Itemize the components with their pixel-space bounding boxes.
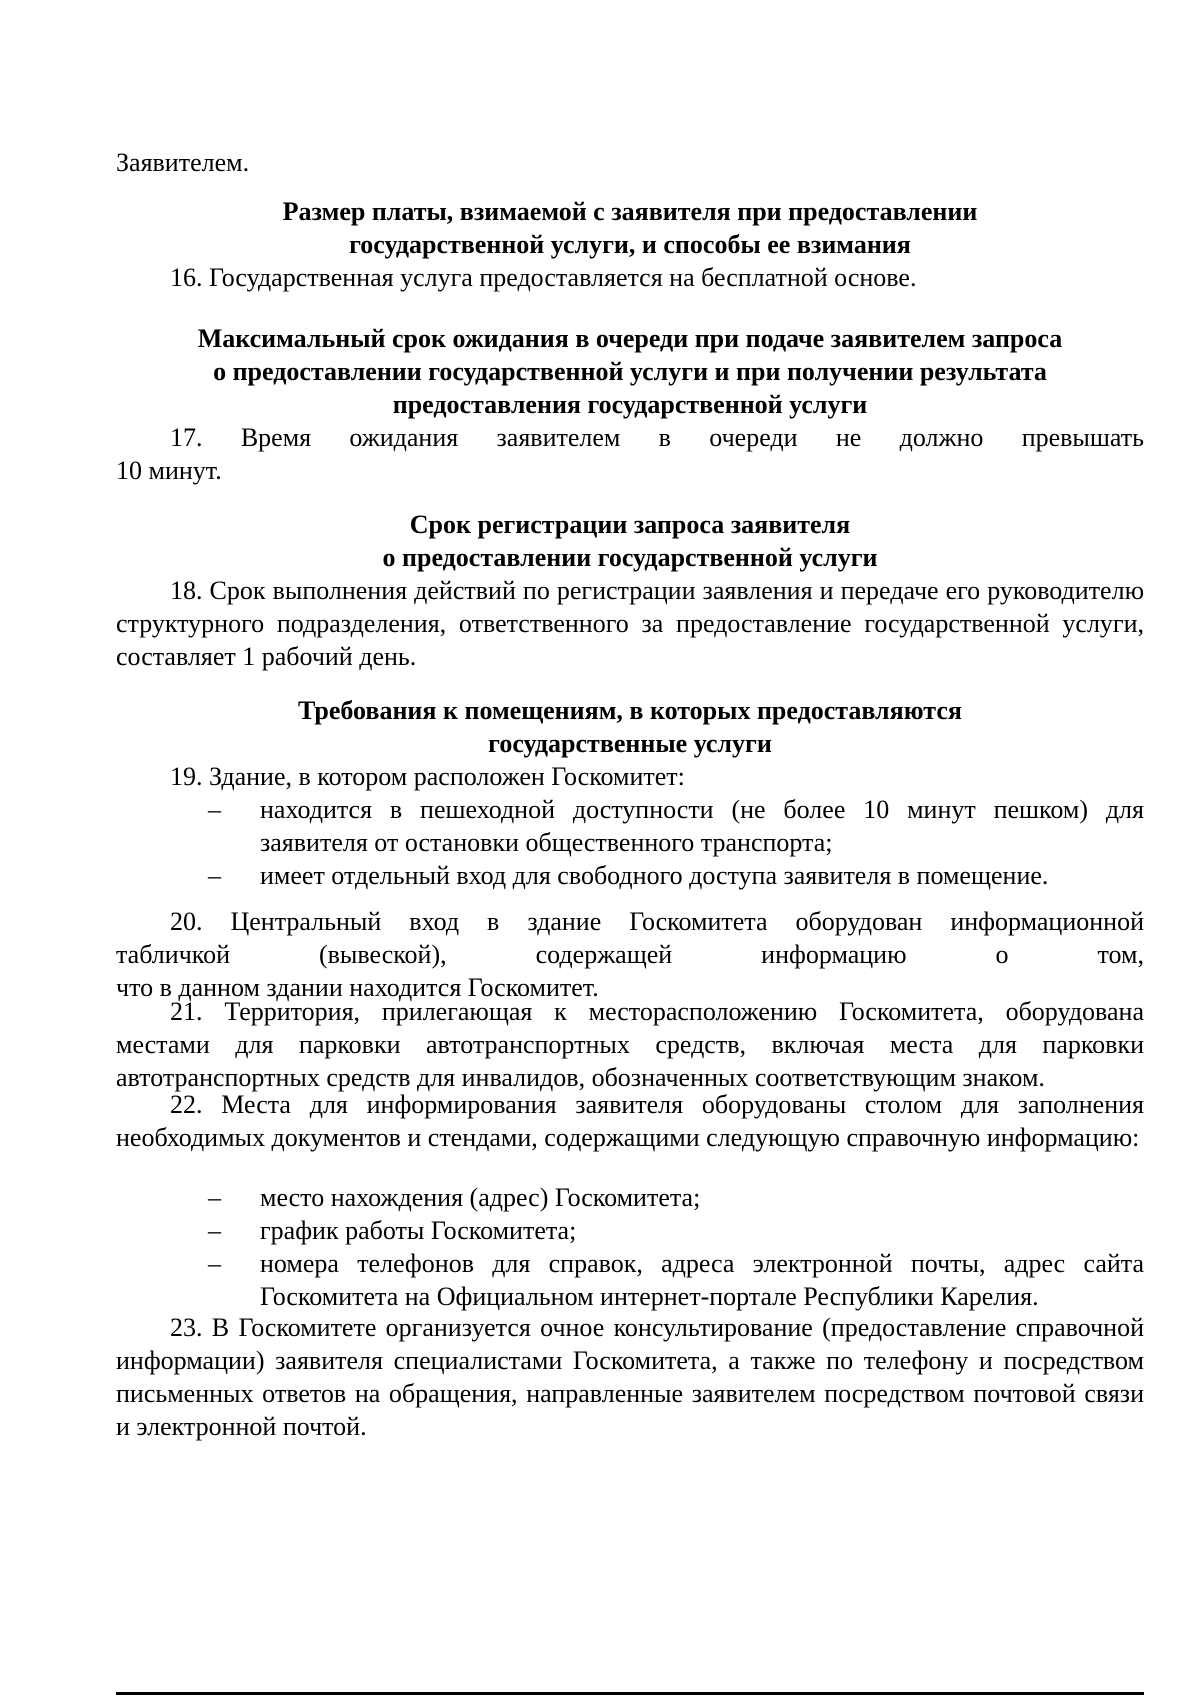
list-item: – график работы Госкомитета; (208, 1216, 577, 1245)
section-heading-registration: Срок регистрации запроса заявителя о предоставлении государственной услуги (382, 510, 878, 572)
footer-divider (116, 1692, 1144, 1695)
bullet-dash: – (208, 795, 221, 824)
section-heading-fee: Размер платы, взимаемой с заявителя при предоставлении государственной услуги, и способы ее взимания (282, 197, 978, 259)
paragraph-20: 20. Центральный вход в здание Госкомитета оборудован информационной табличкой (вывеской), содержащей информацию о том, что в данном здании находится Госкомитет. (116, 907, 1144, 1002)
paragraph-21: 21. Территория, прилегающая к месторасположению Госкомитета, оборудована местами для парковки автотранспортных средств, включая места для парковки автотранспортных средств для инвалидов, обозначенных соответствующим знаком. (116, 997, 1144, 1092)
section-heading-queue: Максимальный срок ожидания в очереди при подаче заявителем запроса о предоставлении государственной услуги и при получении результата предоставления государственной услуги (197, 324, 1063, 419)
list-item: – место нахождения (адрес) Госкомитета; (208, 1183, 701, 1212)
lead-text: Заявителем. (116, 148, 250, 177)
bullet-list-22 (116, 1181, 1144, 1313)
paragraph-17: 17. Время ожидания заявителем в очереди не должно превышать 10 минут. (116, 423, 1144, 485)
bullet-dash: – (208, 861, 221, 890)
paragraph-23: 23. В Госкомитете организуется очное консультирование (предоставление справочной информации) заявителя специалистами Госкомитета, а также по телефону и посредством письменных ответов на обращения, направленные заявителем посредством почтовой связи и электронной почтой. (116, 1313, 1144, 1441)
paragraph-18: 18. Срок выполнения действий по регистрации заявления и передаче его руководителю структурного подразделения, ответственного за предоставление государственной услуги, составляет 1 рабочий день. (116, 576, 1144, 671)
bullet-dash: – (208, 1249, 221, 1278)
list-item: – номера телефонов для справок, адреса электронной почты, адрес сайта Госкомитета на Официальном интернет-портале Республики Карелия. (208, 1249, 1144, 1311)
paragraph-19: 19. Здание, в котором расположен Госкомитет: (170, 762, 685, 791)
list-item: – имеет отдельный вход для свободного доступа заявителя в помещение. (208, 861, 1049, 890)
list-item: – находится в пешеходной доступности (не более 10 минут пешком) для заявителя от остановки общественного транспорта; (208, 795, 1144, 857)
paragraph-22: 22. Места для информирования заявителя оборудованы столом для заполнения необходимых документов и стендами, содержащими следующую справочную информацию: (116, 1090, 1144, 1152)
bullet-list-19 (116, 793, 1144, 892)
section-heading-premises: Требования к помещениям, в которых предоставляются государственные услуги (298, 696, 962, 758)
bullet-dash: – (208, 1216, 221, 1245)
paragraph-16: 16. Государственная услуга предоставляется на бесплатной основе. (170, 263, 917, 292)
bullet-dash: – (208, 1183, 221, 1212)
